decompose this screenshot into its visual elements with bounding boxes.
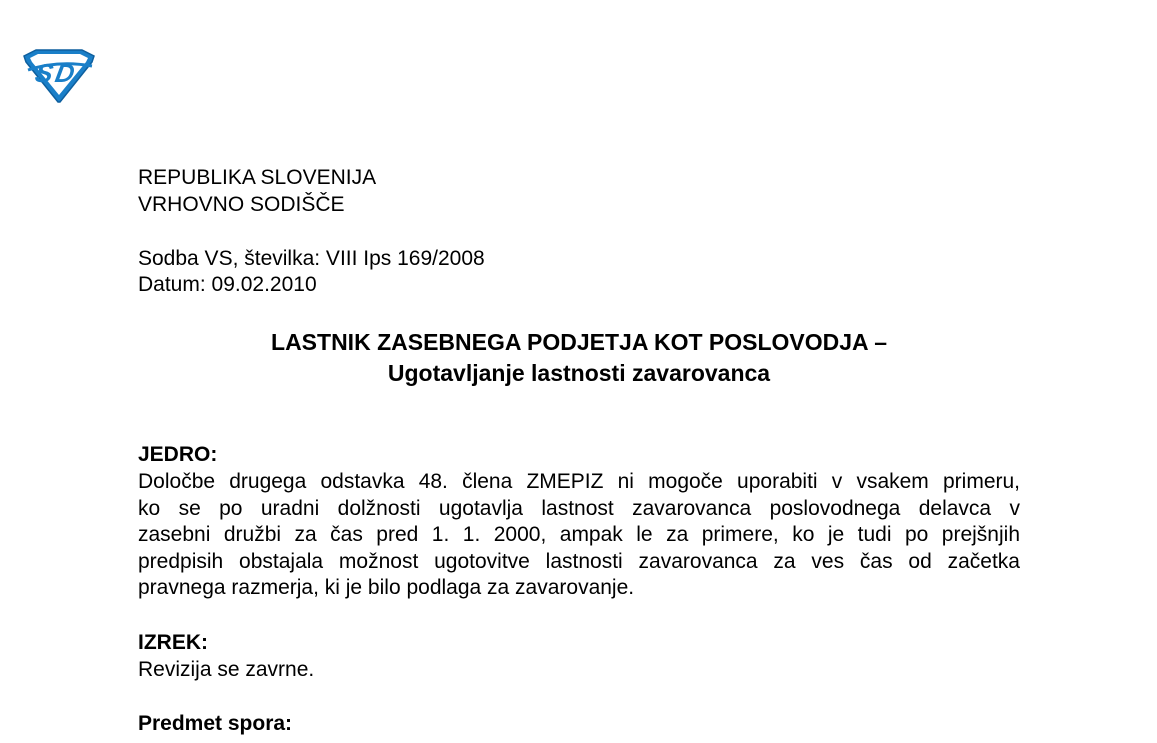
jedro-line: ko se po uradni dolžnosti ugotavlja lastnost zavarovanca poslovodnega delavca v [138,496,1020,520]
jedro-paragraph [138,469,1020,602]
predmet-spora-heading: Predmet spora: [138,712,293,735]
republic-line: REPUBLIKA SLOVENIJA [138,166,377,189]
court-line: VRHOVNO SODIŠČE [138,193,345,216]
jedro-line: pravnega razmerja, ki je bilo podlaga za zavarovanje. [138,576,635,599]
jedro-line: predpisih obstajala možnost ugotovitve lastnosti zavarovanca za ves čas od začetka [138,549,1020,573]
date-line: Datum: 09.02.2010 [138,273,317,296]
izrek-heading: IZREK: [138,631,208,654]
document-title-line1: LASTNIK ZASEBNEGA PODJETJA KOT POSLOVODJA – [271,329,887,355]
svg-text:S: S [32,58,56,88]
jedro-heading: JEDRO: [138,443,218,466]
svg-text:D: D [52,58,77,88]
jedro-line: Določbe drugega odstavka 48. člena ZMEPIZ ni mogoče uporabiti v vsakem primeru, [138,470,1020,493]
case-number-line: Sodba VS, številka: VIII Ips 169/2008 [138,247,485,270]
document-title-line2: Ugotavljanje lastnosti zavarovanca [387,360,771,386]
court-logo-icon [22,48,96,104]
jedro-line: zasebni družbi za čas pred 1. 1. 2000, ampak le za primere, ko je tudi po prejšnjih [138,523,1020,546]
izrek-text: Revizija se zavrne. [138,658,315,681]
